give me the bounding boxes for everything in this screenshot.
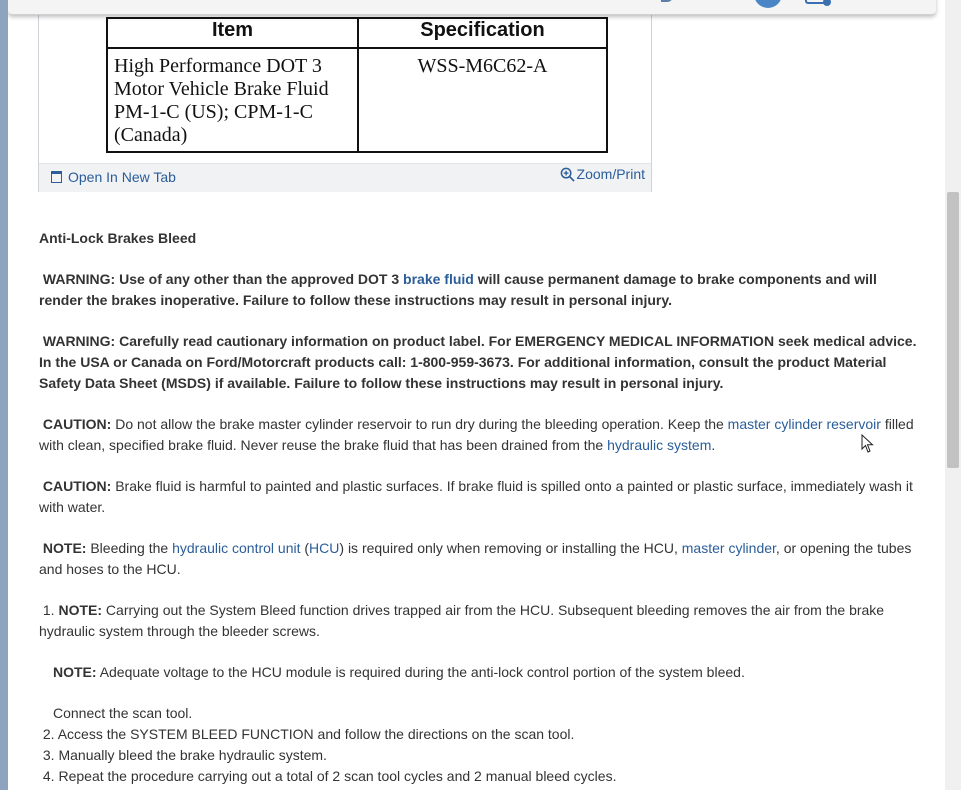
step-text: Carrying out the System Bleed function drives trapped air from the HCU. Subsequent bleeding removes the air from the brake hydraulic system through the bleeder screws. <box>39 602 885 639</box>
hydraulic-system-link[interactable]: hydraulic system <box>607 437 712 453</box>
step-number: 4. <box>42 768 55 784</box>
mouse-cursor-icon <box>861 434 875 454</box>
step-number: 1. <box>42 602 55 618</box>
spec-table-header-spec: Specification <box>358 18 607 48</box>
spec-table-header-item: Item <box>107 18 358 48</box>
note-text: ( <box>300 540 310 556</box>
step-text: Manually bleed the brake hydraulic system. <box>58 747 327 763</box>
list-item <box>39 724 921 745</box>
note-hcu <box>39 538 921 580</box>
scrollbar-thumb[interactable] <box>947 192 959 468</box>
note-voltage <box>39 662 921 683</box>
step-number: 3. <box>42 747 55 763</box>
note-label: NOTE: <box>53 664 97 680</box>
warning-medical <box>39 331 921 394</box>
hcu-link[interactable]: HCU <box>309 540 340 556</box>
caution-paint <box>39 476 921 518</box>
warning-label: WARNING: <box>42 271 116 287</box>
figure-footer <box>39 163 651 192</box>
note-text: , or opening the tubes and hoses to the HCU. <box>39 540 912 577</box>
hydraulic-control-unit-link[interactable]: hydraulic control unit <box>172 540 301 556</box>
caution-text: filled with clean, specified brake fluid. Never reuse the brake fluid that has been drained from the <box>39 416 914 453</box>
warning-label: WARNING: <box>42 333 116 349</box>
document-viewer <box>8 0 961 790</box>
caution-text: Brake fluid is harmful to painted and plastic surfaces. If brake fluid is spilled onto a painted or plastic surface, immediately wash it with water. <box>39 478 913 515</box>
note-text: ) is required only when removing or installing the HCU, <box>339 540 678 556</box>
table-row <box>107 48 607 152</box>
list-item <box>39 745 921 766</box>
note-text: Adequate voltage to the HCU module is required during the anti-lock control portion of the system bleed. <box>99 664 745 680</box>
step-number: 2. <box>42 726 55 742</box>
avatar[interactable] <box>754 0 782 8</box>
spec-table-cell-spec: WSS-M6C62-A <box>358 48 607 152</box>
open-in-new-tab-link[interactable] <box>51 169 176 185</box>
spec-table <box>106 17 608 153</box>
warning-text: Use of any other than the approved DOT 3 <box>119 271 400 287</box>
article-content <box>39 228 921 787</box>
note-label: NOTE: <box>58 602 103 618</box>
connect-scan-tool: Connect the scan tool. <box>53 705 193 721</box>
top-toolbar <box>8 0 936 15</box>
list-item <box>39 766 921 787</box>
caution-text: . <box>711 437 716 453</box>
warning-text: will cause permanent damage to brake components and will render the brakes inoperative. Failure to follow these instructions may result in personal injury. <box>39 271 877 308</box>
window-left-edge <box>0 0 8 790</box>
caution-reservoir <box>39 414 921 456</box>
master-cylinder-reservoir-link[interactable]: master cylinder reservoir <box>727 416 881 432</box>
warning-brake-fluid <box>39 269 921 311</box>
new-tab-icon <box>51 171 62 183</box>
warning-text: Carefully read cautionary information on product label. For EMERGENCY MEDICAL INFORMATION seek medical advice. In the USA or Canada on Ford/Motorcraft products call: 1-800-959-3673. For additional information, consult the product Material Safety Data Sheet (MSDS) if available. Failure to follow these instructions may result in personal injury. <box>39 333 917 391</box>
section-title: Anti-Lock Brakes Bleed <box>39 230 197 246</box>
spec-figure <box>38 0 652 192</box>
brake-fluid-link[interactable]: brake fluid <box>403 271 474 287</box>
zoom-in-icon <box>560 167 575 182</box>
note-label: NOTE: <box>42 540 87 556</box>
caution-label: CAUTION: <box>42 416 112 432</box>
master-cylinder-link[interactable]: master cylinder <box>681 540 776 556</box>
note-text: Bleeding the <box>90 540 169 556</box>
step-1 <box>39 600 921 642</box>
zoom-print-link[interactable] <box>560 166 645 182</box>
zoom-print-label: Zoom/Print <box>576 166 645 182</box>
search-icon[interactable] <box>661 0 673 2</box>
step-text: Access the SYSTEM BLEED FUNCTION and follow the directions on the scan tool. <box>57 726 575 742</box>
spec-table-cell-item: High Performance DOT 3 Motor Vehicle Brake Fluid PM-1-C (US); CPM-1-C (Canada) <box>107 48 358 152</box>
caution-text: Do not allow the brake master cylinder reservoir to run dry during the bleeding operation. Keep the <box>115 416 724 432</box>
add-icon[interactable] <box>805 0 827 4</box>
caution-label: CAUTION: <box>42 478 112 494</box>
step-text: Repeat the procedure carrying out a total of 2 scan tool cycles and 2 manual bleed cycles. <box>58 768 617 784</box>
open-in-new-tab-label: Open In New Tab <box>68 169 176 185</box>
